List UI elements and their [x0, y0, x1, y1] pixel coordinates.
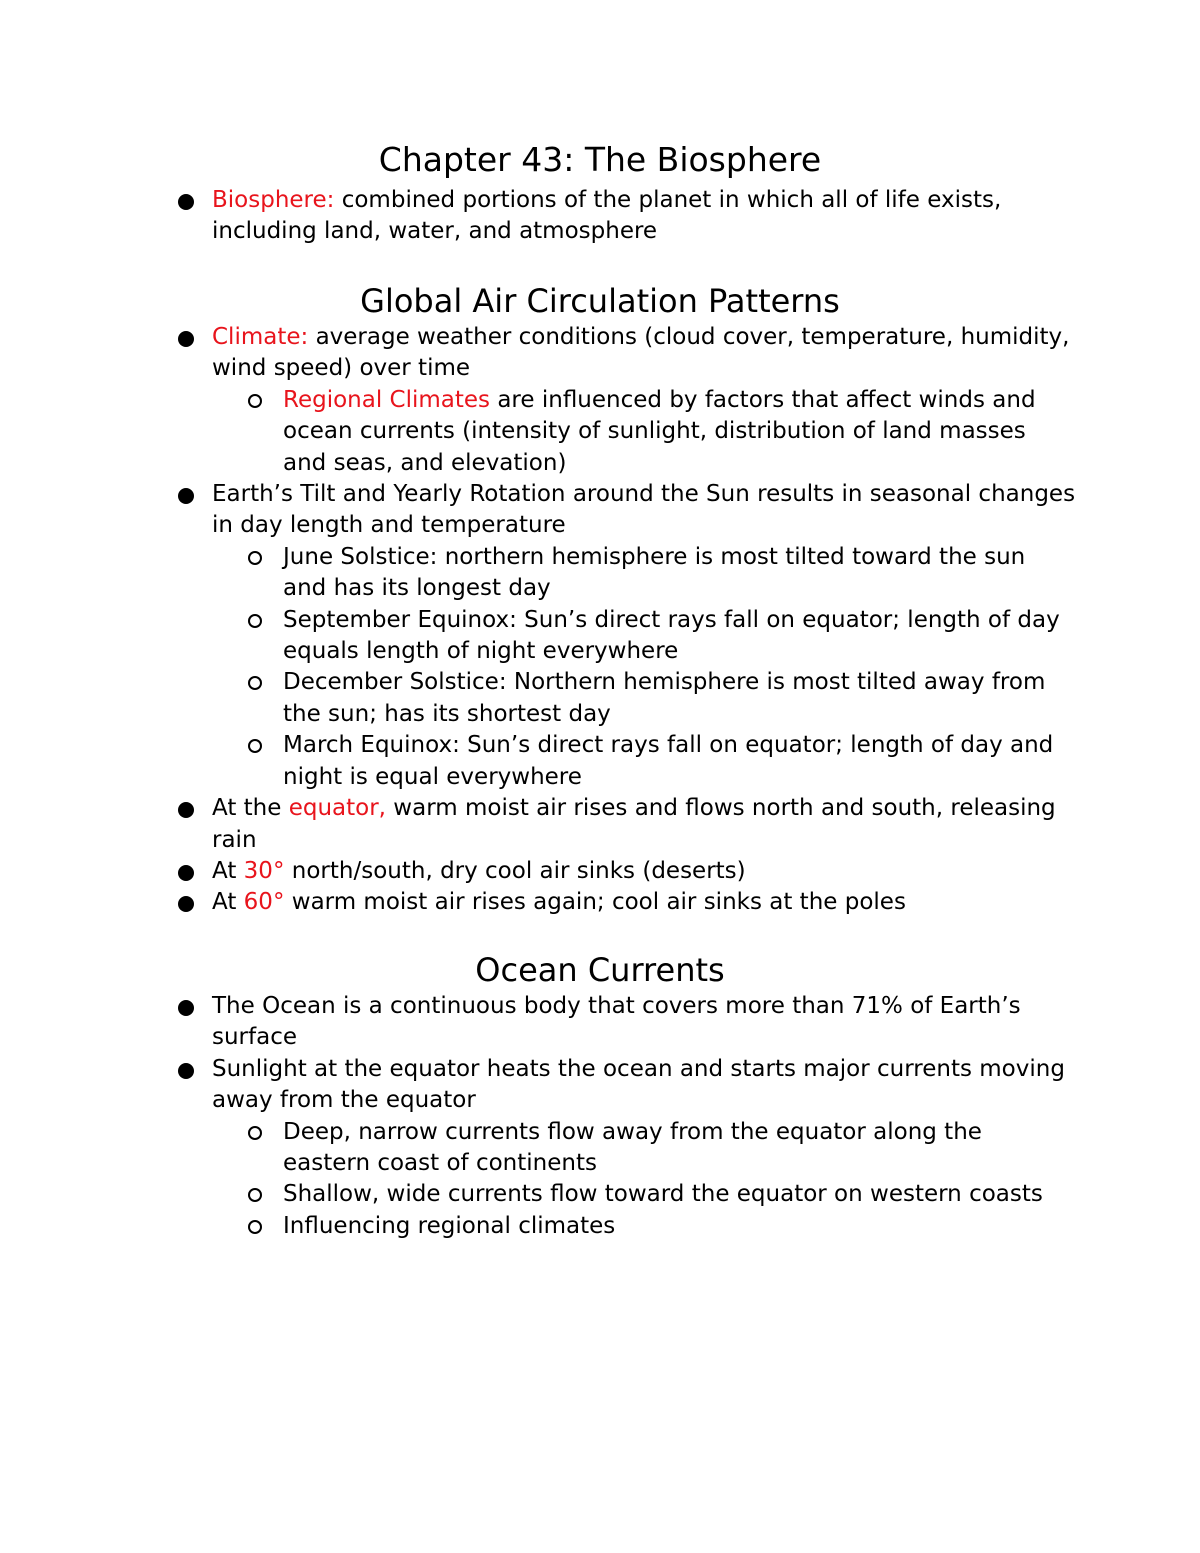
bullet-circle-icon	[248, 1126, 262, 1140]
item-text: September Equinox: Sun’s direct rays fall on equator; length of day equals length of night everywhere	[283, 606, 1060, 665]
item-text: At the	[212, 795, 289, 822]
bullet-disc-icon	[178, 1000, 194, 1016]
sublist-item	[212, 730, 1063, 793]
item-text: March Equinox: Sun’s direct rays fall on equator; length of day and night is equal everywhere	[283, 732, 1054, 790]
bullet-circle-icon	[248, 1220, 262, 1234]
sublist-item	[212, 542, 1063, 605]
bullet-disc-icon	[178, 331, 194, 347]
ocean-list	[0, 991, 1200, 1242]
item-text: Earth’s Tilt and Yearly Rotation around the Sun results in seasonal changes in day length and temperature	[212, 481, 1076, 539]
section-heading: Global Air Circulation Patterns	[360, 282, 840, 320]
item-text: December Solstice: Northern hemisphere is most tilted away from the sun; has its shortest day	[283, 669, 1046, 727]
list-item	[0, 887, 1092, 918]
sublist-item	[212, 667, 1063, 730]
definition-text: combined portions of the planet in which all of life exists, including land, water, and atmosphere	[212, 187, 1002, 245]
bullet-circle-icon	[248, 1188, 262, 1202]
section-heading: Ocean Currents	[475, 951, 725, 989]
sublist-item	[212, 605, 1063, 668]
item-text: June Solstice: northern hemisphere is most tilted toward the sun and has its longest day	[283, 543, 1026, 602]
sublist	[212, 385, 1092, 479]
sublist	[212, 1117, 1092, 1243]
item-text: The Ocean is a continuous body that covers more than 71% of Earth’s surface	[212, 993, 1021, 1051]
bullet-disc-icon	[178, 865, 194, 881]
bullet-disc-icon	[178, 194, 194, 210]
term-climate: Climate:	[212, 324, 309, 350]
list-item	[0, 793, 1092, 856]
bullet-circle-icon	[248, 676, 262, 690]
item-text: north/south, dry cool air sinks (deserts)	[284, 857, 746, 884]
intro-list	[0, 185, 1200, 248]
item-text: Deep, narrow currents flow away from the equator along the eastern coast of continents	[283, 1118, 982, 1177]
definition-text: are influenced by factors that affect winds and ocean currents (intensity of sunlight, distribution of land masses and seas, and elevation)	[283, 386, 1036, 476]
sublist-item	[212, 1179, 1063, 1210]
air-circulation-section	[0, 281, 1200, 919]
bullet-disc-icon	[178, 896, 194, 912]
ocean-currents-section	[0, 950, 1200, 1242]
item-text: Influencing regional climates	[283, 1212, 616, 1239]
item-text: At	[212, 889, 244, 916]
list-item	[0, 479, 1092, 793]
term-equator: equator,	[288, 795, 386, 822]
sublist-item	[212, 1211, 1063, 1242]
term-60-degrees: 60°	[243, 889, 285, 916]
item-text: warm moist air rises and flows north and south, releasing rain	[212, 795, 1056, 853]
sublist-item	[212, 385, 1063, 479]
air-list	[0, 322, 1200, 919]
page-title: Chapter 43: The Biosphere	[378, 140, 822, 179]
bullet-circle-icon	[248, 739, 262, 753]
item-text: Sunlight at the equator heats the ocean and starts major currents moving away from the equator	[212, 1055, 1065, 1114]
sublist-item	[212, 1117, 1063, 1180]
item-text: Shallow, wide currents flow toward the equator on western coasts	[283, 1181, 1043, 1208]
term-regional-climates: Regional Climates	[283, 386, 491, 413]
item-text: At	[212, 857, 244, 884]
list-item	[0, 991, 1092, 1054]
list-item	[0, 185, 1092, 248]
bullet-disc-icon	[178, 1063, 194, 1079]
sublist	[212, 542, 1092, 793]
bullet-circle-icon	[248, 551, 262, 565]
list-item	[0, 1054, 1092, 1242]
bullet-circle-icon	[248, 614, 262, 628]
list-item	[0, 856, 1092, 887]
term-biosphere: Biosphere:	[212, 187, 335, 213]
definition-text: average weather conditions (cloud cover, temperature, humidity, wind speed) over time	[212, 324, 1070, 382]
intro-section	[0, 140, 1200, 248]
bullet-disc-icon	[178, 488, 194, 504]
bullet-circle-icon	[248, 394, 262, 408]
bullet-disc-icon	[178, 802, 194, 818]
item-text: warm moist air rises again; cool air sinks at the poles	[284, 889, 906, 916]
term-30-degrees: 30°	[243, 857, 285, 884]
list-item	[0, 322, 1092, 479]
